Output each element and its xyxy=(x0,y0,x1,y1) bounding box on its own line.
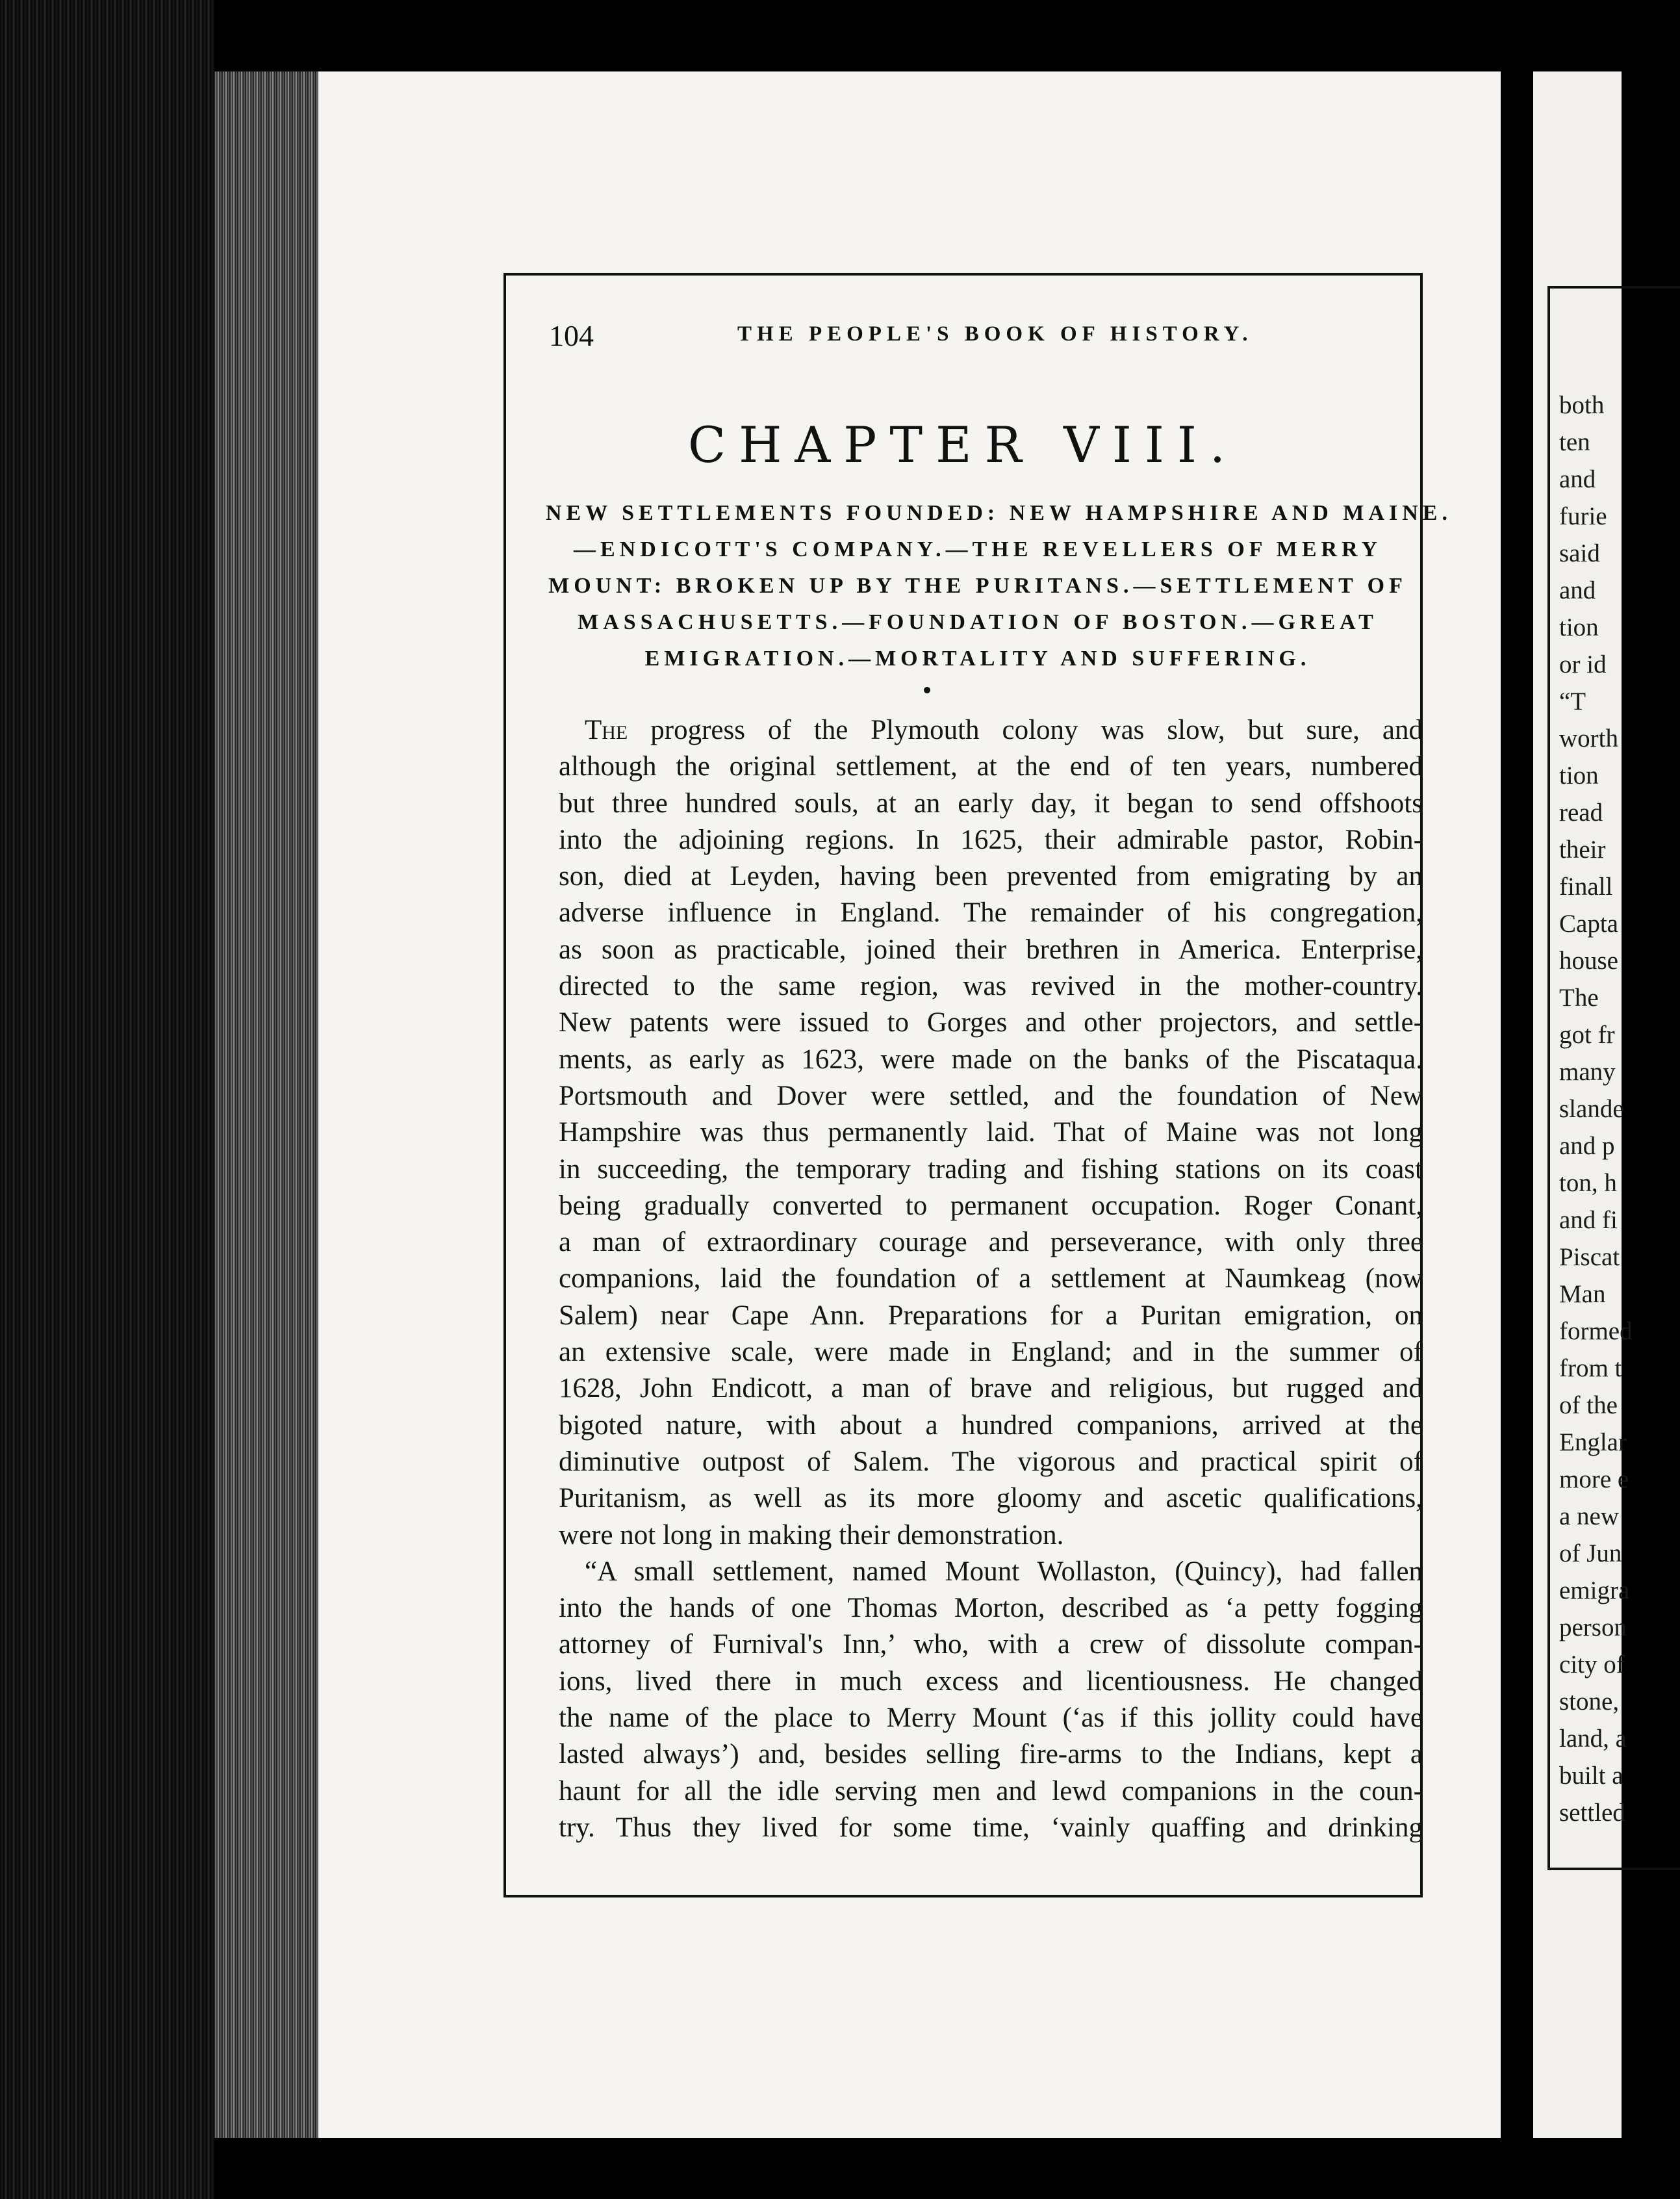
text-line: lasted always’) and, besides selling fire-arms to the Indians, kept a xyxy=(559,1739,1423,1770)
text-line: although the original settlement, at the end of ten years, numbered xyxy=(559,751,1423,782)
text-line: Salem) near Cape Ann. Preparations for a Puritan emigration, on xyxy=(559,1300,1423,1331)
text-line: son, died at Leyden, having been prevented from emigrating by an xyxy=(559,861,1423,892)
facing-page-line: The xyxy=(1559,984,1599,1012)
facing-page-line: both xyxy=(1559,391,1605,419)
synopsis-line: EMIGRATION.—MORTALITY AND SUFFERING. xyxy=(644,647,1311,671)
text-line: into the hands of one Thomas Morton, described as ‘a petty fogging xyxy=(559,1593,1423,1624)
line-text: progress of the Plymouth colony was slow, but sure, and xyxy=(628,715,1423,745)
text-line: try. Thus they lived for some time, ‘vainly quaffing and drinking xyxy=(559,1812,1423,1843)
text-line: an extensive scale, were made in England; and in the summer of xyxy=(559,1337,1423,1368)
facing-page-line: Piscat xyxy=(1559,1243,1620,1271)
synopsis-line: NEW SETTLEMENTS FOUNDED: NEW HAMPSHIRE AND MAINE. xyxy=(546,501,1452,525)
chapter-synopsis xyxy=(546,495,1452,677)
text-line: attorney of Furnival's Inn,’ who, with a crew of dissolute compan- xyxy=(559,1629,1423,1660)
facing-page-line: stone, xyxy=(1559,1688,1620,1716)
book-page-edges xyxy=(214,71,318,2138)
facing-page-line: a new xyxy=(1559,1502,1620,1530)
text-line: in succeeding, the temporary trading and fishing stations on its coast xyxy=(559,1153,1423,1185)
text-line: Portsmouth and Dover were settled, and the foundation of New xyxy=(559,1080,1423,1111)
text-line xyxy=(559,712,1423,749)
text-line: 1628, John Endicott, a man of brave and religious, but rugged and xyxy=(559,1373,1423,1404)
text-line: bigoted nature, with about a hundred companions, arrived at the xyxy=(559,1409,1423,1441)
facing-page-line: said xyxy=(1559,539,1600,567)
facing-page-line: “T xyxy=(1559,688,1586,715)
text-line: Hampshire was thus permanently laid. That of Maine was not long xyxy=(559,1117,1423,1148)
facing-page-line: from t xyxy=(1559,1354,1622,1382)
running-head xyxy=(549,318,1406,357)
text-line: a man of extraordinary courage and perseverance, with only three xyxy=(559,1227,1423,1258)
facing-page-line: city of xyxy=(1559,1651,1625,1678)
facing-page-line: and xyxy=(1559,576,1596,604)
facing-page-line: tion xyxy=(1559,613,1599,641)
facing-page-line: Capta xyxy=(1559,910,1618,938)
text-line: haunt for all the idle serving men and lewd companions in the coun- xyxy=(559,1775,1423,1807)
facing-page xyxy=(1533,71,1633,2138)
facing-page-line: worth xyxy=(1559,725,1618,752)
facing-page-line: settled xyxy=(1559,1799,1625,1827)
facing-page-line: Man xyxy=(1559,1280,1606,1308)
scan-background-left xyxy=(0,0,214,2199)
text-line: being gradually converted to permanent occupation. Roger Conant, xyxy=(559,1190,1423,1221)
facing-page-line: many xyxy=(1559,1058,1616,1086)
text-line: Puritanism, as well as its more gloomy and ascetic qualifications, xyxy=(559,1483,1423,1514)
synopsis-line: MASSACHUSETTS.—FOUNDATION OF BOSTON.—GREAT xyxy=(578,610,1378,634)
page-number: 104 xyxy=(549,319,594,352)
text-line: ments, as early as 1623, were made on the banks of the Piscataqua. xyxy=(559,1044,1423,1075)
ornament-dot xyxy=(924,687,930,693)
facing-page-line: and fi xyxy=(1559,1206,1618,1234)
facing-page-line: ten xyxy=(1559,428,1590,456)
text-line: were not long in making their demonstration. xyxy=(559,1519,1064,1550)
facing-page-line: got fr xyxy=(1559,1021,1615,1049)
facing-page-line: of the xyxy=(1559,1391,1618,1419)
text-line: “A small settlement, named Mount Wollaston, (Quincy), had fallen xyxy=(585,1556,1423,1587)
facing-page-line: built a xyxy=(1559,1762,1623,1790)
text-line: but three hundred souls, at an early day, it began to send offshoots xyxy=(559,788,1423,819)
text-line: the name of the place to Merry Mount (‘as if this jollity could have xyxy=(559,1703,1423,1734)
text-line: diminutive outpost of Salem. The vigorous and practical spirit of xyxy=(559,1446,1423,1477)
facing-page-line: Englar xyxy=(1559,1428,1627,1456)
facing-page-line: emigra xyxy=(1559,1576,1630,1604)
text-line: into the adjoining regions. In 1625, their admirable pastor, Robin- xyxy=(559,824,1423,855)
facing-page-line: and p xyxy=(1559,1132,1615,1160)
facing-page-line: slande xyxy=(1559,1095,1624,1123)
synopsis-line: —ENDICOTT'S COMPANY.—THE REVELLERS OF MERRY xyxy=(573,537,1382,561)
facing-page-line: tion xyxy=(1559,762,1599,790)
facing-page-line: of Jun xyxy=(1559,1539,1622,1567)
text-line: ions, lived there in much excess and licentiousness. He changed xyxy=(559,1665,1423,1697)
facing-page-line: and xyxy=(1559,465,1596,493)
facing-page-line: formed xyxy=(1559,1317,1633,1345)
facing-page-line: furie xyxy=(1559,502,1607,530)
facing-page-text xyxy=(1559,387,1633,1831)
running-title: THE PEOPLE'S BOOK OF HISTORY. xyxy=(737,322,1253,346)
synopsis-line: MOUNT: BROKEN UP BY THE PURITANS.—SETTLEMENT OF xyxy=(548,574,1407,598)
facing-page-line: more e xyxy=(1559,1465,1629,1493)
facing-page-line: person xyxy=(1559,1614,1627,1641)
body-text xyxy=(559,712,1423,1846)
facing-page-line: read xyxy=(1559,799,1603,827)
drop-word: The xyxy=(585,715,628,745)
facing-page-line: house xyxy=(1559,947,1618,975)
text-line: companions, laid the foundation of a settlement at Naumkeag (now xyxy=(559,1263,1423,1294)
text-line: adverse influence in England. The remainder of his congregation, xyxy=(559,897,1423,929)
text-line: directed to the same region, was revived in the mother-country. xyxy=(559,971,1423,1002)
facing-page-line: ton, h xyxy=(1559,1169,1617,1197)
facing-page-line: land, a xyxy=(1559,1725,1627,1753)
text-line: as soon as practicable, joined their brethren in America. Enterprise, xyxy=(559,934,1423,965)
text-line: New patents were issued to Gorges and other projectors, and settle- xyxy=(559,1007,1423,1038)
chapter-heading: CHAPTER VIII. xyxy=(687,416,1239,474)
facing-page-line: their xyxy=(1559,836,1606,864)
facing-page-line: finall xyxy=(1559,873,1613,901)
facing-page-line: or id xyxy=(1559,650,1607,678)
